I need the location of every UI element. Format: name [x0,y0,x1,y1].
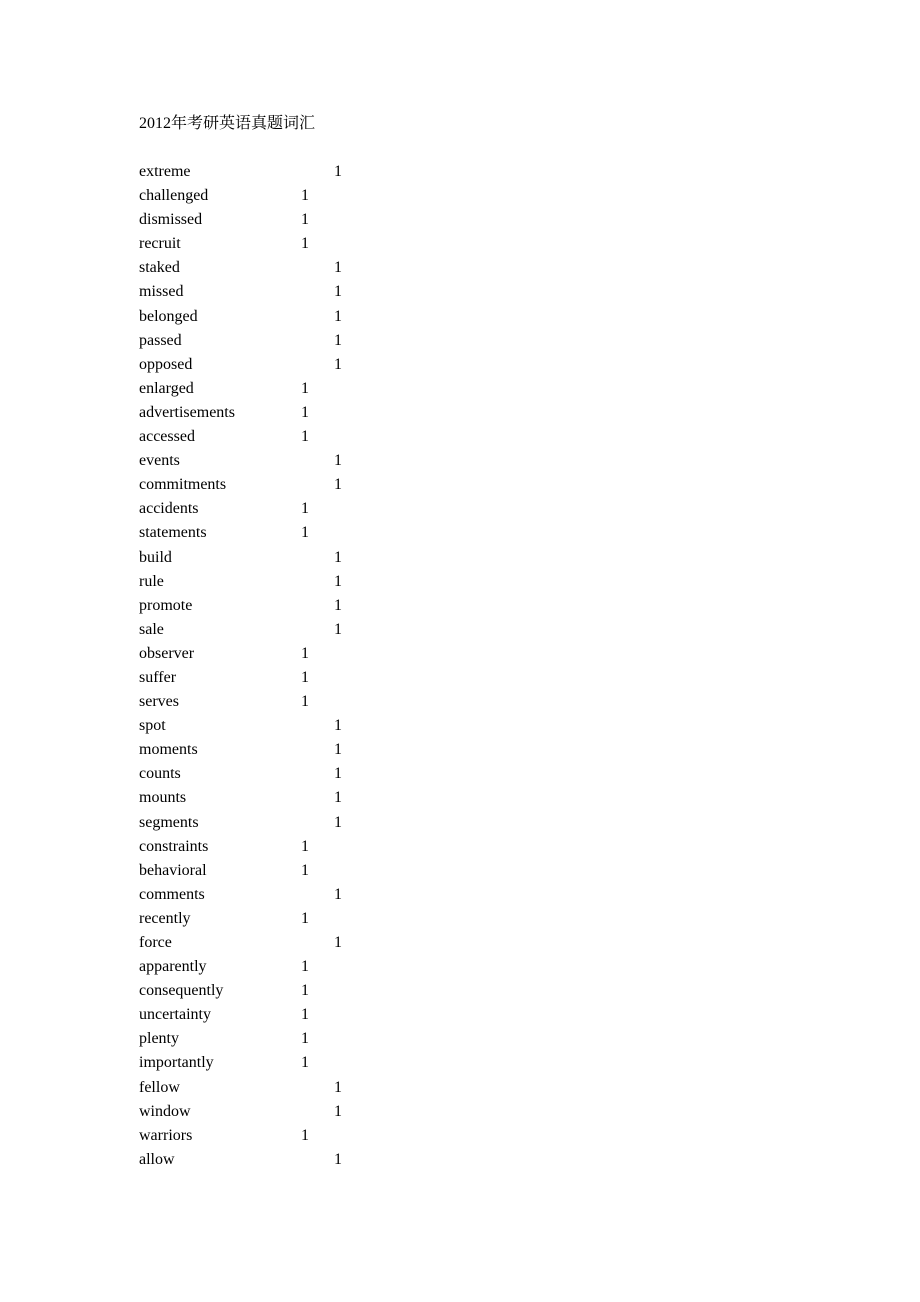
entry-count: 1 [334,355,342,373]
list-item [139,547,399,571]
entry-count: 1 [334,476,342,494]
list-item [139,667,399,691]
list-item [139,402,399,426]
entry-word: recently [139,909,191,927]
entry-word: importantly [139,1054,214,1072]
list-item [139,306,399,330]
entry-count: 1 [334,620,342,638]
list-item [139,209,399,233]
entry-count: 1 [334,717,342,735]
entry-word: recruit [139,235,181,253]
entry-word: accessed [139,428,195,446]
entry-count: 1 [334,885,342,903]
list-item [139,787,399,811]
entry-word: force [139,934,172,951]
list-item [139,426,399,450]
entry-count: 1 [334,1150,342,1168]
list-item [139,233,399,257]
entry-word: extreme [139,163,191,180]
entry-count: 1 [334,1078,342,1096]
list-item [139,1125,399,1149]
entry-word: statements [139,524,207,542]
entry-word: comments [139,885,205,903]
entry-count: 1 [301,1030,309,1048]
entry-word: sale [139,620,164,638]
entry-count: 1 [301,861,309,879]
entry-count: 1 [334,789,342,807]
entry-count: 1 [301,500,309,518]
entry-word: accidents [139,500,199,518]
list-item [139,474,399,498]
list-item [139,1149,399,1173]
list-item [139,450,399,474]
entry-count: 1 [334,934,342,951]
entry-word: suffer [139,668,177,686]
entry-count: 1 [301,668,309,686]
entry-count: 1 [301,693,309,711]
entry-count: 1 [301,211,309,229]
entry-word: enlarged [139,379,194,397]
word-list [139,161,399,1173]
entry-count: 1 [301,1006,309,1024]
list-item [139,595,399,619]
list-item [139,884,399,908]
entry-word: constraints [139,837,209,855]
list-item [139,932,399,956]
entry-word: advertisements [139,403,235,421]
entry-count: 1 [301,403,309,421]
entry-word: serves [139,693,179,711]
entry-count: 1 [334,452,342,470]
entry-word: events [139,452,180,470]
list-item [139,715,399,739]
list-item [139,643,399,667]
entry-count: 1 [334,572,342,590]
entry-word: moments [139,741,198,759]
entry-count: 1 [334,1102,342,1120]
entry-count: 1 [301,379,309,397]
entry-word: warriors [139,1126,193,1144]
list-item [139,1004,399,1028]
entry-word: allow [139,1150,175,1168]
entry-count: 1 [301,524,309,542]
entry-count: 1 [301,187,309,205]
entry-word: challenged [139,187,209,205]
list-item [139,619,399,643]
list-item [139,378,399,402]
page-title: 2012年考研英语真题词汇 [139,115,316,132]
entry-word: passed [139,331,182,349]
list-item [139,691,399,715]
list-item [139,1077,399,1101]
entry-word: behavioral [139,861,207,879]
entry-count: 1 [301,1126,309,1144]
entry-count: 1 [301,982,309,1000]
list-item [139,185,399,209]
list-item [139,908,399,932]
entry-count: 1 [301,644,309,662]
entry-word: spot [139,717,166,735]
entry-word: commitments [139,476,227,494]
entry-count: 1 [334,331,342,349]
entry-word: missed [139,283,184,301]
entry-count: 1 [334,283,342,301]
list-item [139,522,399,546]
entry-word: fellow [139,1078,180,1096]
list-item [139,281,399,305]
entry-count: 1 [301,428,309,446]
list-item [139,812,399,836]
list-item [139,354,399,378]
entry-count: 1 [334,548,342,566]
entry-word: rule [139,572,164,590]
entry-word: build [139,548,172,566]
list-item [139,763,399,787]
list-item [139,836,399,860]
entry-count: 1 [301,235,309,253]
entry-word: belonged [139,307,198,325]
list-item [139,161,399,185]
entry-word: segments [139,813,199,831]
entry-word: opposed [139,355,193,373]
entry-count: 1 [301,837,309,855]
entry-count: 1 [334,765,342,783]
list-item [139,257,399,281]
entry-word: counts [139,765,181,783]
list-item [139,498,399,522]
entry-count: 1 [301,958,309,976]
list-item [139,1052,399,1076]
entry-word: dismissed [139,211,203,229]
list-item [139,571,399,595]
entry-word: observer [139,644,195,662]
entry-count: 1 [334,307,342,325]
entry-word: apparently [139,958,207,976]
entry-word: consequently [139,982,224,1000]
entry-word: mounts [139,789,187,807]
list-item [139,956,399,980]
list-item [139,860,399,884]
entry-count: 1 [334,259,342,277]
entry-word: promote [139,596,193,614]
list-item [139,1028,399,1052]
entry-count: 1 [334,813,342,831]
entry-word: window [139,1102,191,1120]
entry-word: staked [139,259,180,277]
entry-count: 1 [334,741,342,759]
entry-count: 1 [334,163,342,180]
entry-word: plenty [139,1030,179,1048]
entry-word: uncertainty [139,1006,211,1024]
list-item [139,330,399,354]
list-item [139,739,399,763]
entry-count: 1 [301,909,309,927]
entry-count: 1 [334,596,342,614]
list-item [139,1101,399,1125]
entry-count: 1 [301,1054,309,1072]
list-item [139,980,399,1004]
